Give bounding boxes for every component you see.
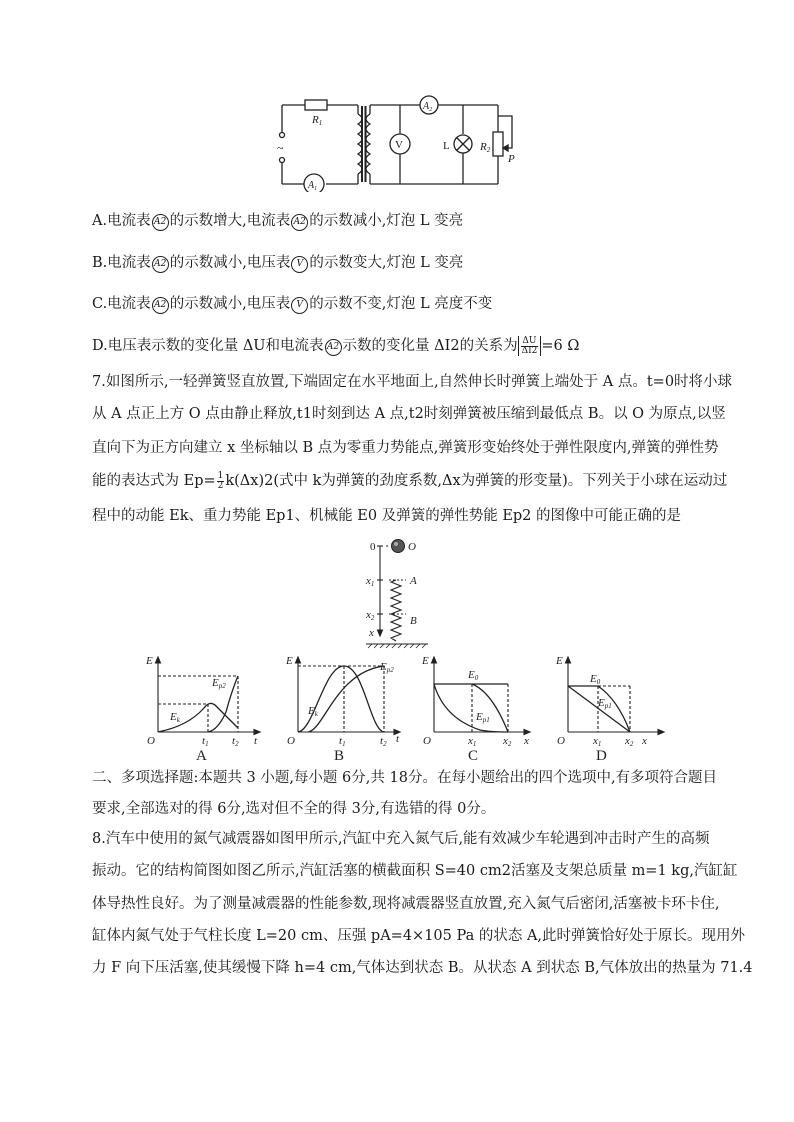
q8-line-4: 缸体内氮气处于气柱长度 L=20 cm、压强 pA=4×105 Pa 的状态 A,此时弹簧恰好处于原长。现用外 — [92, 928, 746, 944]
label-a2: $A_2$ — [423, 101, 433, 113]
svg-text:O: O — [408, 541, 416, 553]
q6-option-d: D.电压表示数的变化量 ΔU和电流表 A2 示数的变化量 ΔI2的关系为 $\frac{\Delta U}{\Delta I2}$ =6 Ω — [92, 335, 580, 356]
svg-text:t2: t2 — [232, 735, 239, 748]
svg-text:x2: x2 — [366, 609, 375, 622]
svg-text:E0: E0 — [590, 673, 601, 686]
graph-c — [420, 652, 540, 764]
svg-text:O: O — [147, 735, 155, 747]
svg-text:t1: t1 — [339, 735, 346, 748]
q7-line-2: 从 A 点正上方 O 点由静止释放,t1时刻到达 A 点,t2时刻弹簧被压缩到最低点 B。以 O 为原点,以竖 — [92, 406, 726, 422]
label-v: V — [395, 139, 403, 151]
svg-text:Ep2: Ep2 — [380, 661, 394, 674]
svg-text:x1: x1 — [593, 735, 602, 748]
svg-text:x1: x1 — [468, 735, 477, 748]
q6-option-b: B.电流表 A2 的示数减小,电压表 V 的示数变大,灯泡 L 变亮 — [92, 255, 464, 271]
q7-line-1: 7.如图所示,一轻弹簧竖直放置,下端固定在水平地面上,自然伸长时弹簧上端处于 A 点。t=0时将小球 — [92, 374, 733, 390]
svg-text:O: O — [287, 735, 295, 747]
section2-line-1: 二、多项选择题:本题共 3 小题,每小题 6分,共 18分。在每小题给出的四个选项中,有多项符合题目 — [92, 770, 718, 786]
graph-d — [554, 652, 674, 764]
ammeter-a2-icon: A2 — [291, 214, 308, 231]
rheostat-r2 — [493, 132, 503, 156]
svg-text:E: E — [286, 655, 293, 667]
q7-line-4: 能的表达式为 Ep= $\frac{1}{2}$ k(Δx)2(式中 k为弹簧的劲度系数,Δx为弹簧的形变量)。下列关于小球在运动过 — [92, 470, 728, 491]
label-l: L — [443, 140, 450, 152]
q6-option-a: A.电流表 A2 的示数增大,电流表 A2 的示数减小,灯泡 L 变亮 — [92, 213, 464, 229]
q7-line-3: 直向下为正方向建立 x 坐标轴以 B 点为零重力势能点,弹簧形变始终处于弹性限度内,弹簧的弹性势 — [92, 440, 719, 456]
graph-b — [284, 652, 414, 764]
q8-line-5: 力 F 向下压活塞,使其缓慢下降 h=4 cm,气体达到状态 B。从状态 A 到状态 B,气体放出的热量为 71.4 — [92, 960, 753, 976]
svg-text:O: O — [557, 735, 565, 747]
svg-text:B: B — [334, 748, 345, 764]
svg-text:x1: x1 — [366, 575, 375, 588]
svg-text:x: x — [642, 735, 647, 747]
svg-text:x2: x2 — [503, 735, 512, 748]
label-r1: R1 — [312, 114, 323, 127]
svg-text:A: A — [196, 748, 207, 764]
svg-text:O: O — [423, 735, 431, 747]
circuit-diagram — [260, 92, 540, 192]
ball — [392, 540, 405, 553]
q8-line-3: 体导热性良好。为了测量减震器的性能参数,现将减震器竖直放置,充入氮气后密闭,活塞被卡环卡住, — [92, 896, 720, 912]
svg-text:x: x — [524, 735, 529, 747]
ammeter-a2-icon: A2 — [325, 339, 342, 356]
label-r2: R2 — [480, 141, 491, 154]
spring-figure — [358, 532, 458, 650]
svg-text:E: E — [422, 655, 429, 667]
svg-text:A: A — [410, 575, 417, 587]
svg-text:Ep2: Ep2 — [212, 677, 226, 690]
svg-text:x: x — [369, 627, 374, 639]
ammeter-a2-icon: A2 — [152, 214, 169, 231]
svg-text:E: E — [556, 655, 563, 667]
q8-line-2: 振动。它的结构简图如图乙所示,汽缸活塞的横截面积 S=40 cm2活塞及支架总质量 m=1 kg,汽缸缸 — [92, 863, 738, 879]
label-ac: ~ — [277, 141, 284, 155]
svg-text:Ek: Ek — [308, 705, 318, 718]
svg-text:D: D — [596, 748, 607, 764]
ammeter-a2-icon: A2 — [152, 256, 169, 273]
svg-text:t: t — [396, 733, 400, 745]
svg-text:C: C — [468, 748, 479, 764]
svg-text:t1: t1 — [202, 735, 209, 748]
graph-a — [144, 652, 274, 764]
voltmeter-icon: V — [291, 256, 308, 273]
svg-text:Ep1: Ep1 — [476, 711, 490, 724]
svg-text:Ek: Ek — [170, 711, 180, 724]
resistor-r1 — [305, 100, 327, 110]
q7-line-5: 程中的动能 Ek、重力势能 Ep1、机械能 E0 及弹簧的弹性势能 Ep2 的图像中可能正确的是 — [92, 508, 682, 524]
voltmeter-icon: V — [291, 297, 308, 314]
label-p: P — [508, 153, 515, 165]
svg-text:t: t — [254, 735, 258, 747]
svg-text:E: E — [146, 655, 153, 667]
q6-option-c: C.电流表 A2 的示数减小,电压表 V 的示数不变,灯泡 L 亮度不变 — [92, 296, 493, 312]
ammeter-a2-icon: A2 — [152, 297, 169, 314]
svg-text:B: B — [410, 615, 417, 627]
q8-line-1: 8.汽车中使用的氮气减震器如图甲所示,汽缸中充入氮气后,能有效减少车轮遇到冲击时产生的高频 — [92, 831, 710, 847]
svg-text:t2: t2 — [380, 735, 387, 748]
svg-text:x2: x2 — [625, 735, 634, 748]
label-a1: $A_1$ — [308, 180, 318, 192]
svg-text:0: 0 — [370, 541, 376, 553]
section2-line-2: 要求,全部选对的得 6分,选对但不全的得 3分,有选错的得 0分。 — [92, 801, 496, 817]
svg-text:Ep1: Ep1 — [598, 697, 612, 710]
svg-text:E0: E0 — [468, 669, 479, 682]
